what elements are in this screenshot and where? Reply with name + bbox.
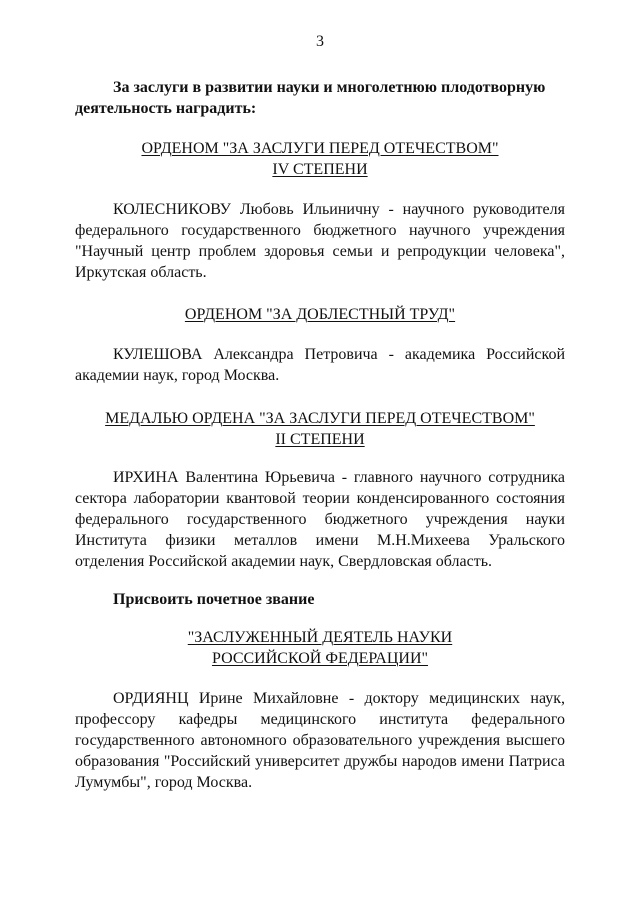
award-1-heading-line-2: IV СТЕПЕНИ — [272, 161, 368, 178]
award-3-heading-line-1: МЕДАЛЬЮ ОРДЕНА "ЗА ЗАСЛУГИ ПЕРЕД ОТЕЧЕСТВОМ" — [105, 410, 535, 427]
honorary-title-heading-line-1: "ЗАСЛУЖЕННЫЙ ДЕЯТЕЛЬ НАУКИ — [187, 629, 453, 646]
award-2-heading — [75, 304, 565, 325]
award-intro-line-2: деятельность наградить: — [75, 100, 257, 117]
assign-title: Присвоить почетное звание — [113, 591, 315, 608]
award-intro — [75, 77, 565, 119]
award-1-heading — [75, 138, 565, 180]
award-1-heading-line-1: ОРДЕНОМ "ЗА ЗАСЛУГИ ПЕРЕД ОТЕЧЕСТВОМ" — [141, 140, 499, 157]
award-intro-line-1: За заслуги в развитии науки и многолетнюю плодотворную — [113, 79, 546, 96]
award-3-recipient: ИРХИНА Валентина Юрьевича - главного научного сотрудника сектора лаборатории квантовой теории конденсированного состояния федерального государственного бюджетного учреждения науки Института физики металлов имени М.Н.Михеева Уральского отделения Российской академии наук, Свердловская область. — [75, 469, 565, 570]
honorary-title-heading — [75, 627, 565, 669]
award-3-heading-line-2: II СТЕПЕНИ — [275, 431, 365, 448]
page-number: 3 — [316, 33, 324, 50]
award-3-heading — [75, 408, 565, 450]
honorary-title-recipient: ОРДИЯНЦ Ирине Михайловне - доктору медицинских наук, профессору кафедры медицинского института федерального государственного автономного образовательного учреждения высшего образования "Российский университет дружбы народов имени Патриса Лумумбы", город Москва. — [75, 690, 565, 791]
award-2-heading-line-1: ОРДЕНОМ "ЗА ДОБЛЕСТНЫЙ ТРУД" — [184, 306, 456, 323]
award-1-recipient: КОЛЕСНИКОВУ Любовь Ильиничну - научного руководителя федерального государственного бюджетного научного учреждения "Научный центр проблем здоровья семьи и репродукции человека", Иркутская область. — [75, 201, 565, 281]
honorary-title-heading-line-2: РОССИЙСКОЙ ФЕДЕРАЦИИ" — [211, 650, 429, 667]
award-2-recipient: КУЛЕШОВА Александра Петровича - академика Российской академии наук, город Москва. — [75, 346, 565, 384]
